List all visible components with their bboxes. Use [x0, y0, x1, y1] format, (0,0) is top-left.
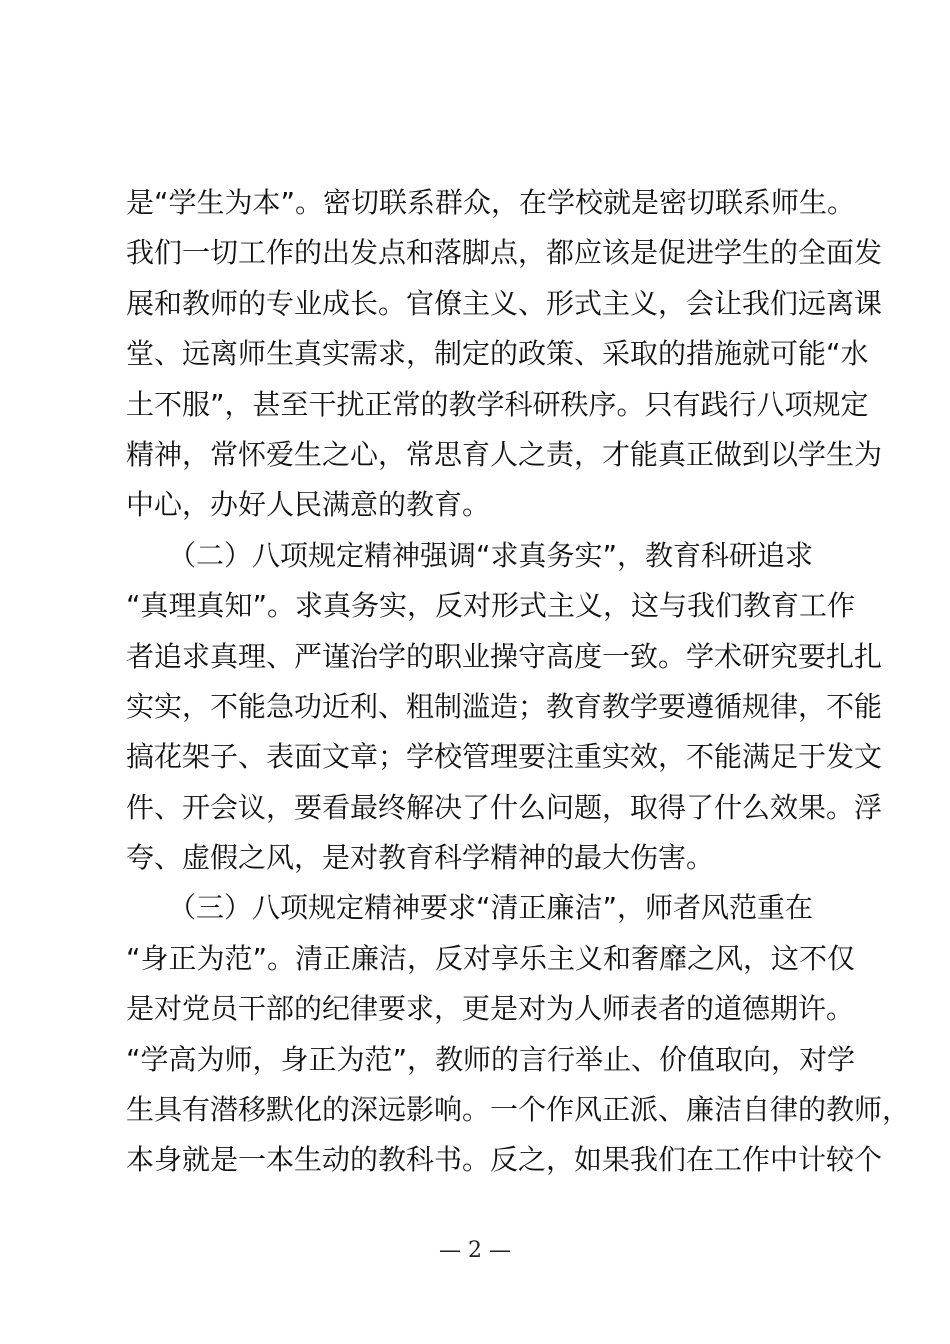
- text-line: 展和教师的专业成长。官僚主义、形式主义，会让我们远离课: [126, 286, 883, 320]
- text-line: 者追求真理、严谨治学的职业操守高度一致。学术研究要扎扎: [126, 639, 883, 673]
- page-number: — 2 —: [439, 1238, 511, 1263]
- text-line: 是“学生为本”。密切联系群众，在学校就是密切联系师生。: [126, 186, 856, 219]
- text-line: 精神，常怀爱生之心，常思育人之责，才能真正做到以学生为: [126, 437, 883, 471]
- document-body: [126, 178, 911, 1186]
- text-line: “真理真知”。求真务实，反对形式主义，这与我们教育工作: [126, 589, 856, 623]
- text-line: 我们一切工作的出发点和落脚点，都应该是促进学生的全面发: [126, 236, 883, 270]
- text-line: 生具有潜移默化的深远影响。一个作风正派、廉洁自律的教师，: [126, 1093, 911, 1127]
- section-heading-line: （三）八项规定精神要求“清正廉洁”，师者风范重在: [126, 891, 814, 925]
- text-line: “身正为范”。清正廉洁，反对享乐主义和奢靡之风，这不仅: [126, 941, 856, 975]
- text-line: 搞花架子、表面文章；学校管理要注重实效，不能满足于发文: [126, 740, 883, 774]
- section-heading-line: （二）八项规定精神强调“求真务实”，教育科研追求: [126, 538, 814, 572]
- text-line: 件、开会议，要看最终解决了什么问题，取得了什么效果。浮: [126, 790, 883, 824]
- text-line: “学高为师，身正为范”，教师的言行举止、价值取向，对学: [126, 1042, 856, 1076]
- text-line: 土不服”，甚至干扰正常的教学科研秩序。只有践行八项规定: [126, 387, 869, 421]
- text-line: 实实，不能急功近利、粗制滥造；教育教学要遵循规律，不能: [126, 689, 883, 723]
- text-line: 中心，办好人民满意的教育。: [126, 488, 491, 522]
- text-line: 堂、远离师生真实需求，制定的政策、采取的措施就可能“水: [126, 337, 869, 371]
- text-line: 是对党员干部的纪律要求，更是对为人师表者的道德期许。: [126, 992, 855, 1026]
- text-line: 夸、虚假之风，是对教育科学精神的最大伤害。: [126, 841, 715, 875]
- text-line: 本身就是一本生动的教科书。反之，如果我们在工作中计较个: [126, 1143, 883, 1177]
